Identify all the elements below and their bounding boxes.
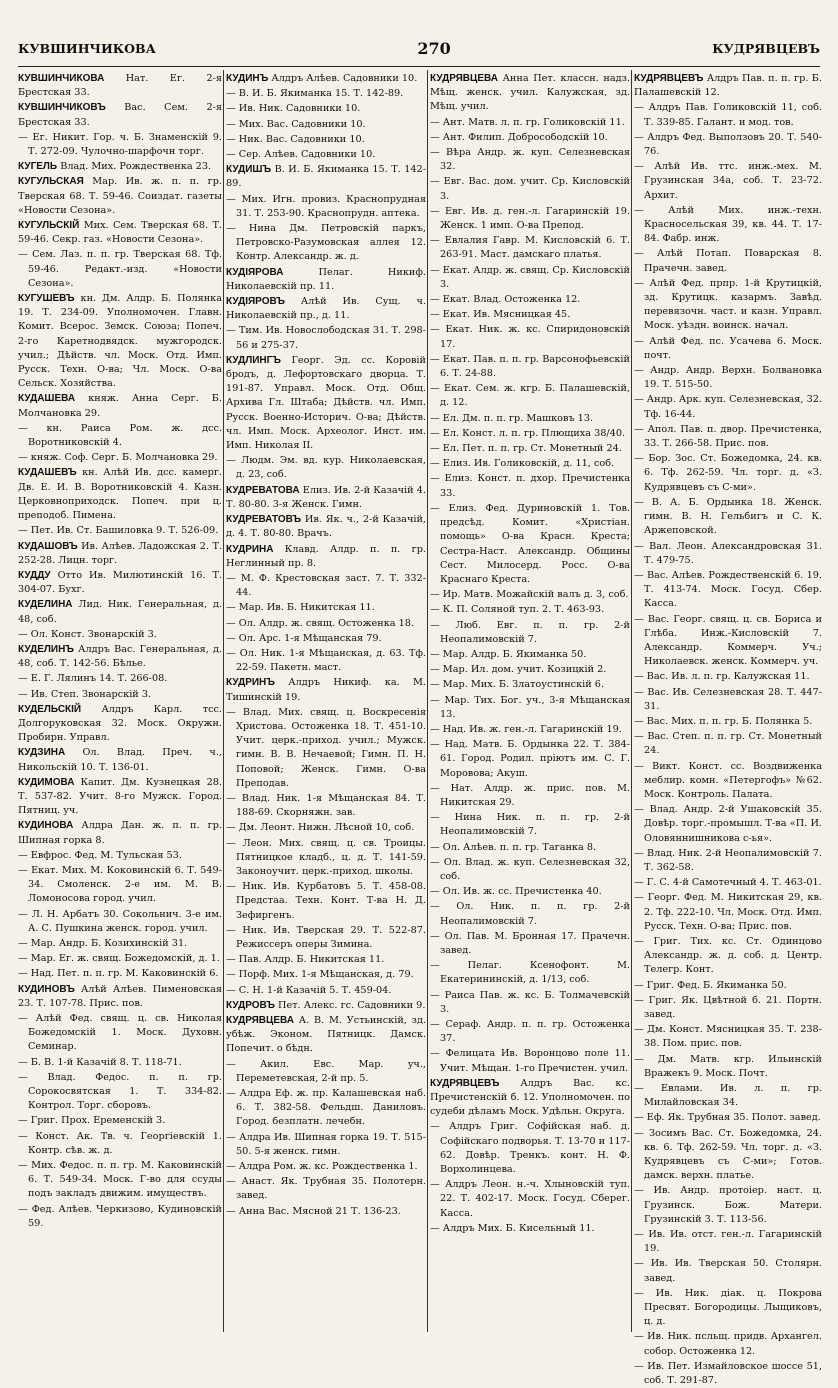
directory-sub-entry: — Алѣй Мих. инж.-техн. Красносельская 39, кв. 44. Т. 17-84. Фабр. инж. [634, 204, 822, 247]
entry-text: кн. Алѣй Ив. дсс. камерг. Дв. Е. И. В. Воротниковскій 4. Казн. Церковноприходск. Попеч. при ц. преподоб. Пимена. [18, 467, 222, 522]
directory-sub-entry: — Алдра Ив. Шипная горка 19. Т. 515-50. 5-я женск. гимн. [226, 1131, 426, 1159]
directory-sub-entry: — Пелаг. Ксенофонт. М. Екатерининскій, д. 1/13, соб. [430, 959, 630, 987]
directory-entry [18, 819, 222, 847]
directory-sub-entry: — Алѣй Потап. Поварская 8. Прачечн. завед. [634, 247, 822, 275]
directory-sub-entry: — Григ. Фед. Б. Якиманка 50. [634, 979, 822, 993]
surname: КУДЗИНА [18, 747, 66, 759]
directory-entry [226, 266, 426, 294]
directory-sub-entry: — Алдръ Григ. Софійская наб. д. Софійскаго подворья. Т. 13-70 и 117-62. Довѣр. Тренкъ. конт. Н. Ф. Ворхолинцева. [430, 1120, 630, 1177]
surname: КУДРИНЪ [226, 677, 275, 689]
surname: КУДИШЪ [226, 164, 272, 176]
directory-sub-entry: — Люб. Евг. п. п. гр. 2-й Неопалимовскій 7. [430, 619, 630, 647]
entry-text: Алдръ Вас. кс. Пречистенскій б. 12. Уполномочен. по судеби дѣламъ Моск. Удѣльн. Округа. [430, 1077, 630, 1118]
surname: КУДЛИНГЪ [226, 354, 281, 366]
directory-sub-entry: — Влад. Мих. свящ. ц. Воскресенія Христова. Остоженка 18. Т. 451-10. Учит. церк.-приход. учил.; Мужск. гимн. В. В. Нечаевой; Гимн. П. Н. Поповой; Женск. Гимн. О-ва Преподав. [226, 706, 426, 791]
directory-sub-entry: — Ол. Арс. 1-я Мѣщанская 79. [226, 632, 426, 646]
directory-sub-entry: — Пет. Ив. Ст. Башиловка 9. Т. 526-09. [18, 524, 222, 538]
directory-sub-entry: — Ив. Ив. Тверская 50. Столярн. завед. [634, 1257, 822, 1285]
directory-sub-entry: — Ол. Конст. Звонарскій 3. [18, 628, 222, 642]
directory-sub-entry: — Григ. Тих. кс. Ст. Одинцово Александр. ж. д. соб. д. Центр. Телегр. Конт. [634, 935, 822, 978]
entry-text: Алдръ Пав. п. п. гр. Б. Палашевскій 12. [634, 73, 822, 99]
directory-entry [18, 292, 222, 391]
surname: КУДАШЕВА [18, 393, 76, 405]
column-divider [223, 70, 224, 1332]
directory-entry [18, 643, 222, 671]
directory-sub-entry: — Ив. Ник. Садовники 10. [226, 102, 426, 116]
directory-sub-entry: — Екат. Пав. п. п. гр. Варсонофьевскій 6. Т. 24-88. [430, 353, 630, 381]
directory-sub-entry: — М. Ф. Крестовская заст. 7. Т. 332-44. [226, 572, 426, 600]
directory-sub-entry: — Порф. Мих. 1-я Мѣщанская, д. 79. [226, 968, 426, 982]
surname: КУГЕЛЬ [18, 161, 58, 173]
directory-sub-entry: — Над. Ив. ж. ген.-л. Гагаринскій 19. [430, 723, 630, 737]
directory-sub-entry: — Ол. Влад. ж. куп. Селезневская 32, соб. [430, 856, 630, 884]
directory-entry [18, 219, 222, 247]
entry-text: кн. Дм. Алдр. Б. Полянка 19. Т. 234-09. Уполномочен. Главн. Комит. Всерос. Земск. Союза; Попеч. 2-го Каретнодвядск. мужгородск. учил.; Дѣйств. чл. Моск. Отд. Имп. Русск. Техн. О-ва; Чл. Моск. О-ва Сельск. Хозяйства. [18, 293, 222, 390]
entry-text: Мар. Ив. ж. п. п. гр. Тверская 68. Т. 59-46. Соиздат. газеты «Новости Сезона». [18, 176, 222, 216]
entry-text: В. И. Б. Якиманка 15. Т. 142-89. [226, 164, 426, 190]
directory-entry [226, 543, 426, 571]
directory-sub-entry: — Мар. Тих. Бог. уч., 3-я Мѣщанская 13. [430, 694, 630, 722]
directory-entry [18, 776, 222, 819]
directory-sub-entry: — Алдръ Леон. н.-ч. Хлыновскій туп. 22. Т. 402-17. Моск. Госуд. Сберег. Касса. [430, 1178, 630, 1221]
directory-sub-entry: — Конст. Ак. Тв. ч. Георгіевскій 1. Контр. сѣв. ж. д. [18, 1130, 222, 1158]
surname: КУДІЯРОВА [226, 266, 284, 278]
directory-entry [18, 175, 222, 218]
entry-text: Георг. Эд. сс. Коровій бродъ, д. Лефортовскаго дворца. Т. 191-87. Управл. Моск. Отд. Общ. Архива Гл. Штаба; Дѣйств. чл. Имп. Русск. Военно-Историч. О-ва; Дѣйств. чл. Имп. Моск. Археолог. Инст. им. Имп. Николая II. [226, 354, 426, 452]
directory-sub-entry: — Ел. Пет. п. п. гр. Ст. Монетный 24. [430, 442, 630, 456]
directory-sub-entry: — Анна Вас. Мясной 21 Т. 136-23. [226, 1205, 426, 1219]
directory-sub-entry: — Дм. Конст. Мясницкая 35. Т. 238-38. Пом. прис. пов. [634, 1023, 822, 1051]
directory-entry [226, 295, 426, 323]
directory-entry [18, 466, 222, 523]
directory-sub-entry: — Андр. Арк. куп. Селезневская, 32. Тф. 16-44. [634, 393, 822, 421]
surname: КУДЕЛИНА [18, 599, 73, 611]
surname: КУДРЯВЦЕВА [226, 1015, 294, 1026]
directory-entry [226, 354, 426, 453]
entry-text: Алдръ Вас. Генеральная, д. 48, соб. Т. 142-56. Бѣлье. [18, 643, 222, 670]
surname: КУДРЯВЦЕВЪ [634, 73, 704, 84]
directory-sub-entry: — Алдръ Фед. Выползовъ 20. Т. 540-76. [634, 131, 822, 159]
directory-entry [18, 983, 222, 1011]
directory-sub-entry: — Вал. Леон. Александровская 31. Т. 479-75. [634, 540, 822, 568]
column-divider [427, 70, 428, 1332]
directory-sub-entry: — Андр. Андр. Верхн. Болвановка 19. Т. 515-50. [634, 364, 822, 392]
directory-sub-entry: — Сер. Алѣев. Садовники 10. [226, 148, 426, 162]
entry-text: Мих. Сем. Тверская 68. Т. 59-46. Секр. газ. «Новости Сезона». [18, 220, 222, 246]
directory-sub-entry: — Алдръ Пав. Голиковскій 11, соб. Т. 339-85. Галант. и мод. тов. [634, 101, 822, 129]
directory-sub-entry: — Нина Ник. п. п. гр. 2-й Неопалимовскій 7. [430, 811, 630, 839]
surname: КУДЕЛЬСКІЙ [18, 703, 82, 715]
surname: КУГУЛЬСКАЯ [18, 176, 84, 188]
directory-entry [18, 72, 222, 100]
directory-sub-entry: — Акил. Евс. Мар. уч., Переметевская, 2-й пр. 5. [226, 1058, 426, 1086]
directory-sub-entry: — Ол. Ив. ж. сс. Пречистенка 40. [430, 885, 630, 899]
header-right-keyword: КУДРЯВЦЕВЪ [712, 40, 820, 56]
entry-text: Алдръ Никиф. ка. М. Тишинскій 19. [226, 677, 426, 703]
entry-text: Ол. Влад. Преч. ч., Никольскій 10. Т. 136-01. [18, 747, 222, 773]
directory-sub-entry: — Алдра Ром. ж. кс. Рождественка 1. [226, 1160, 426, 1174]
surname: КУДІЯРОВЪ [226, 296, 285, 308]
directory-sub-entry: — Ол. Ник. 1-я Мѣщанская, д. 63. Тф. 22-59. Пакетн. маст. [226, 647, 426, 675]
surname: КУДЕЛИНЪ [18, 643, 74, 655]
directory-sub-entry: — Дм. Леонт. Нижн. Лѣсной 10, соб. [226, 821, 426, 835]
directory-sub-entry: — Елиз. Конст. п. дхор. Пречистенка 33. [430, 472, 630, 500]
entry-text: А. В. М. Устьинскій, зд. убѣж. Эконом. Пятницк. Дамск. Попечит. о бѣдн. [226, 1015, 426, 1055]
directory-sub-entry: — Георг. Фед. М. Никитская 29, кв. 2. Тф. 222-10. Чл. Моск. Отд. Имп. Русск. Техн. О-ва; Прис. пов. [634, 891, 822, 934]
directory-sub-entry: — Дм. Матв. кгр. Ильинскій Вражекъ 9. Моск. Почт. [634, 1053, 822, 1081]
directory-sub-entry: — Раиса Пав. ж. кс. Б. Толмачевскій 3. [430, 989, 630, 1017]
directory-entry [226, 513, 426, 541]
surname: КУДИНОВЪ [18, 983, 75, 995]
directory-entry [226, 72, 426, 86]
directory-sub-entry: — Евг. Вас. дом. учит. Ср. Кисловскій 3. [430, 175, 630, 203]
entry-text: Елиз. Ив. 2-й Казачій 4. Т. 80-80. 3-я Женск. Гимн. [226, 484, 426, 510]
directory-sub-entry: — Алдра Еф. ж. пр. Калашевская наб. 6. Т. 382-58. Фельдш. Даниловъ. Город. безплатн. лечебн. [226, 1087, 426, 1130]
directory-sub-entry: — Вас. Мих. п. п. гр. Б. Полянка 5. [634, 715, 822, 729]
directory-sub-entry: — Фед. Алѣев. Черкизово, Кудиновскій 59. [18, 1203, 222, 1231]
directory-entry [226, 676, 426, 704]
entry-text: Влад. Мих. Рождественка 23. [57, 161, 212, 173]
directory-sub-entry: — Мар. Ив. Б. Никитская 11. [226, 601, 426, 615]
surname: КУДИМОВА [18, 776, 75, 788]
directory-sub-entry: — Тим. Ив. Новослободская 31. Т. 298-56 и 275-37. [226, 324, 426, 352]
surname: КУВШИНЧИКОВЪ [18, 102, 106, 114]
directory-sub-entry: — Б. В. 1-й Казачій 8. Т. 118-71. [18, 1056, 222, 1070]
surname: КУДАШОВЪ [18, 540, 78, 552]
column-3 [430, 72, 630, 1330]
entry-text: Лид. Ник. Генеральная, д. 48, соб. [18, 599, 222, 625]
directory-entry [18, 101, 222, 129]
directory-sub-entry: — Мих. Игн. провиз. Краснопрудная 31. Т. 253-90. Краснопрудн. аптека. [226, 193, 426, 221]
directory-sub-entry: — Ник. Вас. Садовники 10. [226, 133, 426, 147]
entry-text: Капит. Дм. Кузнецкая 28. Т. 537-82. Учит. 8-го Мужск. Город. Пятниц. уч. [18, 776, 222, 817]
directory-sub-entry: — Ел. Конст. л. п. гр. Плющиха 38/40. [430, 427, 630, 441]
directory-sub-entry: — Ив. Ник. псльщ. придв. Архангел. собор. Остоженка 12. [634, 1330, 822, 1358]
surname: КУГУЛЬСКІЙ [18, 220, 80, 232]
directory-sub-entry: — Ол. Алдр. ж. свящ. Остоженка 18. [226, 617, 426, 631]
directory-sub-entry: — Мих. Вас. Садовники 10. [226, 118, 426, 132]
directory-sub-entry: — Влад. Ник. 2-й Неопалимовскій 7. Т. 362-58. [634, 847, 822, 875]
directory-entry [18, 540, 222, 568]
directory-sub-entry: — Евфрос. Фед. М. Тульская 53. [18, 849, 222, 863]
surname: КУДРОВЪ [226, 999, 275, 1011]
directory-sub-entry: — Ив. Пет. Измайловское шоссе 51, соб. Т. 291-87. [634, 1360, 822, 1388]
surname: КУДРЕВАТОВЪ [226, 514, 302, 526]
entry-text: Алѣй Алѣев. Пименовская 23. Т. 107-78. Прис. пов. [18, 983, 222, 1009]
entry-text: Вас. Сем. 2-я Брестская 33. [18, 102, 222, 128]
directory-sub-entry: — Вѣра Андр. ж. куп. Селезневская 32. [430, 146, 630, 174]
directory-sub-entry: — Ив. Ив. отст. ген.-л. Гагаринскій 19. [634, 1228, 822, 1256]
surname: КУГУШЕВЪ [18, 293, 75, 305]
directory-sub-entry: — Алдръ Мих. Б. Кисельный 11. [430, 1222, 630, 1236]
directory-sub-entry: — Еф. Як. Трубная 35. Полот. завед. [634, 1111, 822, 1125]
directory-sub-entry: — Зосимъ Вас. Ст. Божедомка, 24. кв. 6. Тф. 262-59. Чл. торг. д. «З. Кудрявцевъ съ С-ми»; Готов. дамск. верхн. платье. [634, 1127, 822, 1184]
directory-entry [226, 163, 426, 191]
page-header [18, 34, 820, 62]
entry-text: Нат. Ег. 2-я Брестская 33. [18, 73, 222, 99]
directory-sub-entry: — Пав. Алдр. Б. Никитская 11. [226, 953, 426, 967]
directory-sub-entry: — Вас. Алѣев. Рождественскій 6. 19. Т. 413-74. Моск. Госуд. Сбер. Касса. [634, 569, 822, 612]
directory-entry [634, 72, 822, 100]
directory-entry [226, 999, 426, 1013]
header-left-keyword: КУВШИНЧИКОВА [18, 40, 156, 56]
directory-sub-entry: — Ир. Матв. Можайскій валъ д. 3, соб. [430, 588, 630, 602]
directory-sub-entry: — Евг. Ив. д. ген.-л. Гагаринскій 19. Женск. 1 имп. О-ва Препод. [430, 205, 630, 233]
entry-text: Ив. Як. ч., 2-й Казачій, д. 4. Т. 80-80. Врачъ. [226, 514, 426, 540]
directory-sub-entry: — Влад. Федос. п. п. гр. Сорокосвятская 1. Т. 334-82. Контрол. Торг. сборовъ. [18, 1071, 222, 1114]
directory-entry [18, 746, 222, 774]
directory-sub-entry: — Ел. Дм. п. п. гр. Машковъ 13. [430, 412, 630, 426]
directory-sub-entry: — В. А. Б. Ордынка 18. Женск. гимн. В. Н. Гельбигъ и С. К. Аржеповской. [634, 496, 822, 539]
directory-sub-entry: — Евлалия Гавр. М. Кисловскій 6. Т. 263-91. Маст. дамскаго платья. [430, 234, 630, 262]
column-divider [631, 70, 632, 1332]
surname: КУВШИНЧИКОВА [18, 73, 105, 84]
column-4 [634, 72, 822, 1387]
directory-sub-entry: — Екат. Сем. ж. кгр. Б. Палашевскій, д. 12. [430, 382, 630, 410]
directory-sub-entry: — Екат. Ник. ж. кс. Спиридоновскій 17. [430, 323, 630, 351]
directory-entry [18, 160, 222, 174]
surname: КУДАШЕВЪ [18, 467, 77, 479]
directory-sub-entry: — Мих. Федос. п. п. гр. М. Каковинскій 6. Т. 549-34. Моск. Г-во для ссуды подъ закладъ движим. имуществъ. [18, 1159, 222, 1202]
directory-sub-entry: — Екат. Мих. М. Коковинскій 6. Т. 549-34. Смоленск. 2-е им. М. В. Ломоносова город. учил. [18, 864, 222, 907]
directory-sub-entry: — Влад. Ник. 1-я Мѣщанская 84. Т. 188-69. Скорняжн. зав. [226, 792, 426, 820]
directory-sub-entry: — Бор. Зос. Ст. Божедомка, 24. кв. 6. Тф. 262-59. Чл. торг. д. «З. Кудрявцевъ съ С-ми». [634, 452, 822, 495]
directory-sub-entry: — Елиз. Фед. Дуриновскій 1. Тов. предсѣд. Комит. «Христіан. помощь» О-ва Красн. Креста; Сестра-Наст. Александр. Общины Сест. Милосерд. Росс. О-ва Краснаго Креста. [430, 502, 630, 587]
directory-sub-entry: — Вас. Георг. свящ. ц. св. Бориса и Глѣба. Инж.-Кисловскій 7. Александр. Коммерч. Уч.; Николаевск. женск. Коммерч. уч. [634, 613, 822, 670]
entry-text: Алдра Дан. ж. п. п. гр. Шипная горка 8. [18, 820, 222, 846]
directory-sub-entry: — Мар. Алдр. Б. Якиманка 50. [430, 648, 630, 662]
directory-sub-entry: — Ант. Филип. Добросободскій 10. [430, 131, 630, 145]
directory-sub-entry: — Екат. Алдр. ж. свящ. Ср. Кисловскій 3. [430, 264, 630, 292]
directory-sub-entry: — княж. Соф. Серг. Б. Молчановка 29. [18, 451, 222, 465]
directory-entry [18, 598, 222, 626]
entry-text: Алдръ Алѣев. Садовники 10. [268, 73, 418, 84]
surname: КУДИНЪ [226, 73, 269, 84]
column-1 [18, 72, 222, 1330]
surname: КУДРИНА [226, 543, 274, 555]
entry-text: Алѣй Ив. Сущ. ч. Николаевскій пр., д. 11. [226, 296, 426, 322]
directory-sub-entry: — Екат. Ив. Мясницкая 45. [430, 308, 630, 322]
directory-sub-entry: — Фелицата Ив. Воронцово поле 11. Учит. Мѣщан. 1-го Пречистен. учил. [430, 1047, 630, 1075]
directory-sub-entry: — Леон. Мих. свящ. ц. св. Троицы. Пятницкое кладб., ц. д. Т. 141-59. Законоучит. церк.-приход. школы. [226, 837, 426, 880]
directory-sub-entry: — Ив. Андр. протоіер. наст. ц. Грузинск. Бож. Матери. Грузинскій 3. Т. 113-56. [634, 1184, 822, 1227]
directory-sub-entry: — С. Н. 1-й Казачій 5. Т. 459-04. [226, 984, 426, 998]
directory-sub-entry: — Екат. Влад. Остоженка 12. [430, 293, 630, 307]
directory-entry [18, 392, 222, 420]
directory-sub-entry: — Людм. Эм. вд. кур. Николаевская, д. 23, соб. [226, 454, 426, 482]
directory-sub-entry: — Вас. Ив. Селезневская 28. Т. 447-31. [634, 686, 822, 714]
directory-sub-entry: — Ол. Алѣев. п. п. гр. Таганка 8. [430, 841, 630, 855]
header-rule [18, 66, 820, 67]
directory-entry [430, 1077, 630, 1120]
directory-sub-entry: — Мар. Мих. Б. Златоустинскій 6. [430, 678, 630, 692]
directory-sub-entry: — Ник. Ив. Курбатовъ 5. Т. 458-08. Предстаа. Техн. Конт. Т-ва Н. Д. Зефиргенъ. [226, 880, 426, 923]
entry-text: княж. Анна Серг. Б. Молчановка 29. [18, 393, 222, 419]
directory-entry [18, 569, 222, 597]
directory-sub-entry: — В. И. Б. Якиманка 15. Т. 142-89. [226, 87, 426, 101]
column-2 [226, 72, 426, 1330]
directory-sub-entry: — Над. Пет. п. п. гр. М. Каковинскій 6. [18, 967, 222, 981]
directory-sub-entry: — Евлами. Ив. л. п. гр. Милайловская 34. [634, 1082, 822, 1110]
directory-sub-entry: — Ег. Никит. Гор. ч. Б. Знаменскій 9. Т. 272-09. Чулочно-шарфочн торг. [18, 131, 222, 159]
directory-entry [430, 72, 630, 115]
directory-sub-entry: — Апол. Пав. п. двор. Пречистенка, 33. Т. 266-58. Прис. пов. [634, 423, 822, 451]
directory-sub-entry: — Ол. Пав. М. Бронная 17. Прачечн. завед. [430, 930, 630, 958]
directory-sub-entry: — Вас. Ив. л. п. гр. Калужская 11. [634, 670, 822, 684]
entry-text: Ив. Алѣев. Ладожская 2. Т. 252-28. Лицн. торг. [18, 540, 222, 566]
surname: КУДДУ [18, 569, 51, 581]
directory-sub-entry: — Алѣй Ив. ттс. инж.-мех. М. Грузинская 34а, соб. Т. 23-72. Архит. [634, 160, 822, 203]
directory-sub-entry: — Ант. Матв. л. п. гр. Голиковскій 11. [430, 116, 630, 130]
directory-sub-entry: — Над. Матв. Б. Ордынка 22. Т. 384-61. Город. Родил. пріютъ им. С. Г. Моровова; Акуш. [430, 738, 630, 781]
page-number: 270 [417, 38, 451, 58]
directory-sub-entry: — Алѣй Фед. прпр. 1-й Крутицкій, зд. Крутицк. казармъ. Завѣд. перевязочн. част. и казн. Управл. Моск. уѣздн. воинск. начал. [634, 277, 822, 334]
entry-text: Пет. Алекс. гс. Садовники 9. [274, 999, 426, 1011]
entry-text: Пелаг. Никиф. Николаевскій пр. 11. [226, 266, 426, 292]
directory-sub-entry: — Сем. Лаз. п. п. гр. Тверская 68. Тф. 59-46. Редакт.-изд. «Новости Сезона». [18, 248, 222, 291]
directory-sub-entry: — кн. Раиса Ром. ж. дсс. Воротниковскій 4. [18, 422, 222, 450]
directory-sub-entry: — Викт. Конст. сс. Воздвиженка меблир. комн. «Петергофъ» №62. Моск. Контроль. Палата. [634, 760, 822, 803]
entry-text: Отто Ив. Милютинскій 16. Т. 304-07. Бухг. [18, 569, 222, 596]
directory-entry [226, 484, 426, 512]
directory-sub-entry: — Вас. Степ. п. п. гр. Ст. Монетный 24. [634, 730, 822, 758]
directory-sub-entry: — Анаст. Як. Трубная 35. Полотерн. завед. [226, 1175, 426, 1203]
directory-sub-entry: — Нина Дм. Петровскій паркъ, Петровско-Разумовская аллея 12. Контр. Александр. ж. д. [226, 222, 426, 265]
directory-sub-entry: — Мар. Андр. Б. Козихинскій 31. [18, 937, 222, 951]
directory-sub-entry: — Г. С. 4-й Самотечный 4. Т. 463-01. [634, 876, 822, 890]
directory-sub-entry: — Влад. Андр. 2-й Ушаковскій 35. Довѣр. торг.-промышл. Т-ва «П. И. Оловяннишникова с-ья». [634, 803, 822, 846]
directory-sub-entry: — К. П. Соляной туп. 2. Т. 463-93. [430, 603, 630, 617]
directory-sub-entry: — Григ. Прох. Еременскій 3. [18, 1114, 222, 1128]
directory-sub-entry: — Л. Н. Арбатъ 30. Сокольнич. 3-е им. А. С. Пушкина женск. город. учил. [18, 908, 222, 936]
directory-sub-entry: — Нат. Алдр. ж. прис. пов. М. Никитская 29. [430, 782, 630, 810]
directory-sub-entry: — Елиз. Ив. Голиковскій, д. 11, соб. [430, 457, 630, 471]
entry-text: Клавд. Алдр. п. п. гр. Неглинный пр. 8. [226, 543, 426, 569]
directory-sub-entry: — Ник. Ив. Тверская 29. Т. 522-87. Режиссеръ оперы Зимина. [226, 924, 426, 952]
directory-sub-entry: — Григ. Як. Цвѣтной б. 21. Портн. завед. [634, 994, 822, 1022]
directory-sub-entry: — Ол. Ник. п. п. гр. 2-й Неопалимовскій 7. [430, 900, 630, 928]
surname: КУДИНОВА [18, 820, 74, 832]
directory-sub-entry: — Алѣй Фед. свящ. ц. св. Николая Божедомскій 1. Моск. Духовн. Семинар. [18, 1012, 222, 1055]
directory-sub-entry: — Ив. Степ. Звонарскій 3. [18, 688, 222, 702]
directory-sub-entry: — Ив. Ник. діак. ц. Покрова Пресвят. Богородицы. Лыщиковъ, ц. д. [634, 1287, 822, 1330]
directory-sub-entry: — Мар. Ил. дом. учит. Козицкій 2. [430, 663, 630, 677]
surname: КУДРЯВЦЕВА [430, 73, 498, 84]
directory-sub-entry: — Е. Г. Лялинъ 14. Т. 266-08. [18, 672, 222, 686]
directory-sub-entry: — Сераф. Андр. п. п. гр. Остоженка 37. [430, 1018, 630, 1046]
surname: КУДРЯВЦЕВЪ [430, 1077, 500, 1089]
directory-sub-entry: — Алѣй Фед. пс. Усачева 6. Моск. почт. [634, 335, 822, 363]
directory-entry [226, 1014, 426, 1057]
entry-text: Анна Пет. классн. надз. Мѣщ. женск. учил. Калужская, зд. Мѣщ. учил. [430, 73, 630, 113]
surname: КУДРЕВАТОВА [226, 484, 300, 496]
directory-entry [18, 703, 222, 746]
entry-text: Алдръ Карл. тсс. Долгоруковская 32. Моск. Окружн. Пробирн. Управл. [18, 703, 222, 744]
directory-sub-entry: — Мар. Ег. ж. свящ. Божедомскій, д. 1. [18, 952, 222, 966]
